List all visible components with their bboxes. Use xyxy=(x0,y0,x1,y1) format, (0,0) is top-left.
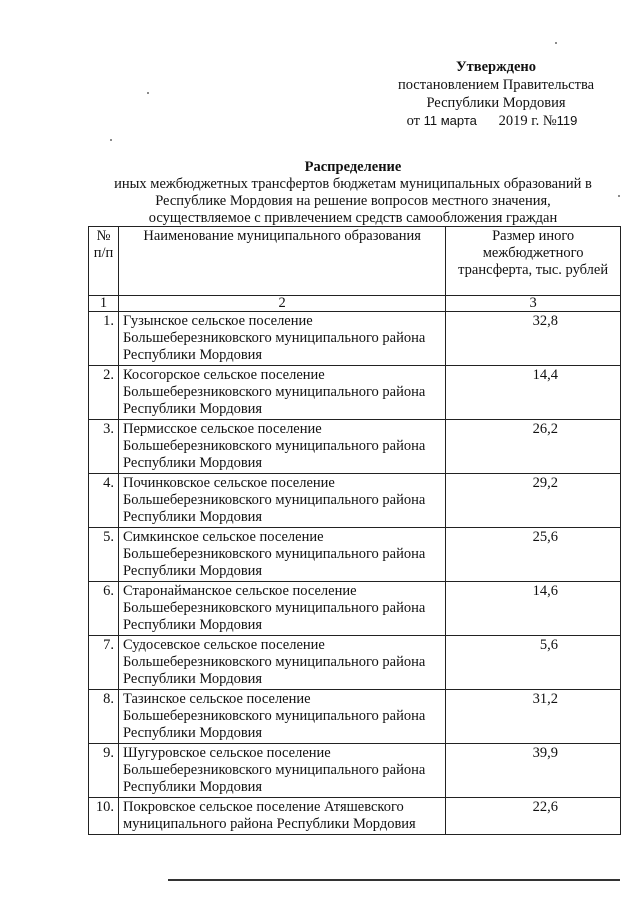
approval-line-1: постановлением Правительства xyxy=(397,77,595,93)
table-row xyxy=(89,582,621,636)
column-number-2: 2 xyxy=(118,296,445,312)
row-number: 10. xyxy=(89,798,119,835)
approval-line-2: Республики Мордовия xyxy=(426,95,566,111)
row-amount: 39,9 xyxy=(446,744,621,798)
row-name: Покровское сельское поселение Атяшевского муниципального района Республики Мордовия xyxy=(118,798,445,835)
table-header-row xyxy=(89,227,621,296)
table-row xyxy=(89,690,621,744)
row-name: Пермисское сельское поселение Большеберезниковского муниципального района Республики Мордовия xyxy=(118,420,445,474)
column-number-3: 3 xyxy=(446,296,621,312)
table-row xyxy=(89,312,621,366)
row-amount: 25,6 xyxy=(446,528,621,582)
approval-year-number: 2019 г. № xyxy=(498,113,557,129)
row-number: 8. xyxy=(89,690,119,744)
scan-speck xyxy=(618,195,620,197)
distribution-table xyxy=(88,226,621,835)
column-number-row xyxy=(89,296,621,312)
row-name: Судосевское сельское поселение Большеберезниковского муниципального района Республики Мордовия xyxy=(118,636,445,690)
row-number: 1. xyxy=(89,312,119,366)
row-name: Косогорское сельское поселение Большеберезниковского муниципального района Республики Мордовия xyxy=(118,366,445,420)
row-amount: 14,6 xyxy=(446,582,621,636)
document-heading xyxy=(86,159,620,227)
row-number: 5. xyxy=(89,528,119,582)
document-title: Распределение xyxy=(304,159,402,175)
approval-date-prefix: от xyxy=(406,113,420,129)
row-number: 2. xyxy=(89,366,119,420)
row-name: Починковское сельское поселение Большеберезниковского муниципального района Республики Мордовия xyxy=(118,474,445,528)
table-row xyxy=(89,636,621,690)
header-number: № п/п xyxy=(89,227,119,296)
row-name: Тазинское сельское поселение Большеберезниковского муниципального района Республики Мордовия xyxy=(118,690,445,744)
row-name: Симкинское сельское поселение Большеберезниковского муниципального района Республики Мордовия xyxy=(118,528,445,582)
row-number: 4. xyxy=(89,474,119,528)
row-number: 9. xyxy=(89,744,119,798)
approval-title: Утверждено xyxy=(456,59,536,75)
row-name: Гузынское сельское поселение Большеберезниковского муниципального района Республики Мордовия xyxy=(118,312,445,366)
row-amount: 32,8 xyxy=(446,312,621,366)
scan-speck xyxy=(555,42,557,44)
row-number: 3. xyxy=(89,420,119,474)
approval-stamp xyxy=(380,58,612,130)
footer-rule xyxy=(168,879,620,881)
heading-line-3: осуществляемое с привлечением средств самообложения граждан xyxy=(148,210,558,226)
table-row xyxy=(89,798,621,835)
header-amount: Размер иного межбюджетного трансферта, тыс. рублей xyxy=(446,227,621,296)
row-number: 6. xyxy=(89,582,119,636)
approval-day-month: 11 марта xyxy=(423,113,477,128)
table-row xyxy=(89,744,621,798)
heading-line-1: иных межбюджетных трансфертов бюджетам муниципальных образований в xyxy=(114,176,592,192)
row-amount: 14,4 xyxy=(446,366,621,420)
table-row xyxy=(89,420,621,474)
row-amount: 5,6 xyxy=(446,636,621,690)
heading-line-2: Республике Мордовия на решение вопросов местного значения, xyxy=(155,193,551,209)
scan-speck xyxy=(147,92,149,94)
row-amount: 31,2 xyxy=(446,690,621,744)
header-name: Наименование муниципального образования xyxy=(118,227,445,296)
row-amount: 26,2 xyxy=(446,420,621,474)
table-row xyxy=(89,474,621,528)
table-row xyxy=(89,366,621,420)
table-row xyxy=(89,528,621,582)
row-amount: 29,2 xyxy=(446,474,621,528)
row-name: Шугуровское сельское поселение Большеберезниковского муниципального района Республики Мордовия xyxy=(118,744,445,798)
approval-order-number: 119 xyxy=(556,113,578,128)
column-number-1: 1 xyxy=(89,296,119,312)
scan-speck xyxy=(110,139,112,141)
approval-date-line xyxy=(372,112,612,130)
row-amount: 22,6 xyxy=(446,798,621,835)
row-number: 7. xyxy=(89,636,119,690)
row-name: Старонайманское сельское поселение Большеберезниковского муниципального района Республики Мордовия xyxy=(118,582,445,636)
